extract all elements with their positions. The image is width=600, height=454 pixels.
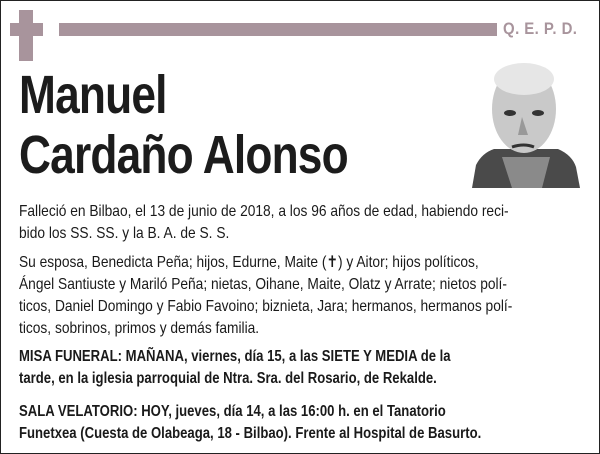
text-line: Falleció en Bilbao, el 13 de junio de 2018, a los 96 años de edad, habiendo reci- [19, 203, 509, 220]
wake-room-line: SALA VELATORIO: HOY, jueves, día 14, a las 16:00 h. en el Tanatorio [19, 403, 446, 420]
header-rule [59, 23, 497, 36]
first-name: Manuel [19, 65, 167, 125]
funeral-mass-line: MISA FUNERAL: MAÑANA, viernes, día 15, a las SIETE Y MEDIA de la [19, 348, 451, 365]
text-line: Ángel Santiuste y Mariló Peña; nietas, Oihane, Maite, Olatz y Arrate; nietos polí- [19, 276, 507, 293]
portrait-photo [472, 57, 580, 188]
wake-room-line: Funetxea (Cuesta de Olabeaga, 18 - Bilbao). Frente al Hospital de Basurto. [19, 425, 482, 442]
text-line: ticos, sobrinos, primos y demás familia. [19, 320, 260, 337]
cross-icon-arm [10, 23, 43, 36]
text-line: ticos, Daniel Domingo y Fabio Favoino; biznieta, Jara; hermanos, hermanos polí- [19, 298, 513, 315]
text-line: bido los SS. SS. y la B. A. de S. S. [19, 225, 230, 242]
last-name: Cardaño Alonso [19, 125, 348, 185]
funeral-mass-line: tarde, en la iglesia parroquial de Ntra. Sra. del Rosario, de Rekalde. [19, 370, 437, 387]
text-line: Su esposa, Benedicta Peña; hijos, Edurne, Maite (✝) y Aitor; hijos políticos, [19, 254, 479, 271]
qepd-label: Q. E. P. D. [503, 19, 578, 38]
